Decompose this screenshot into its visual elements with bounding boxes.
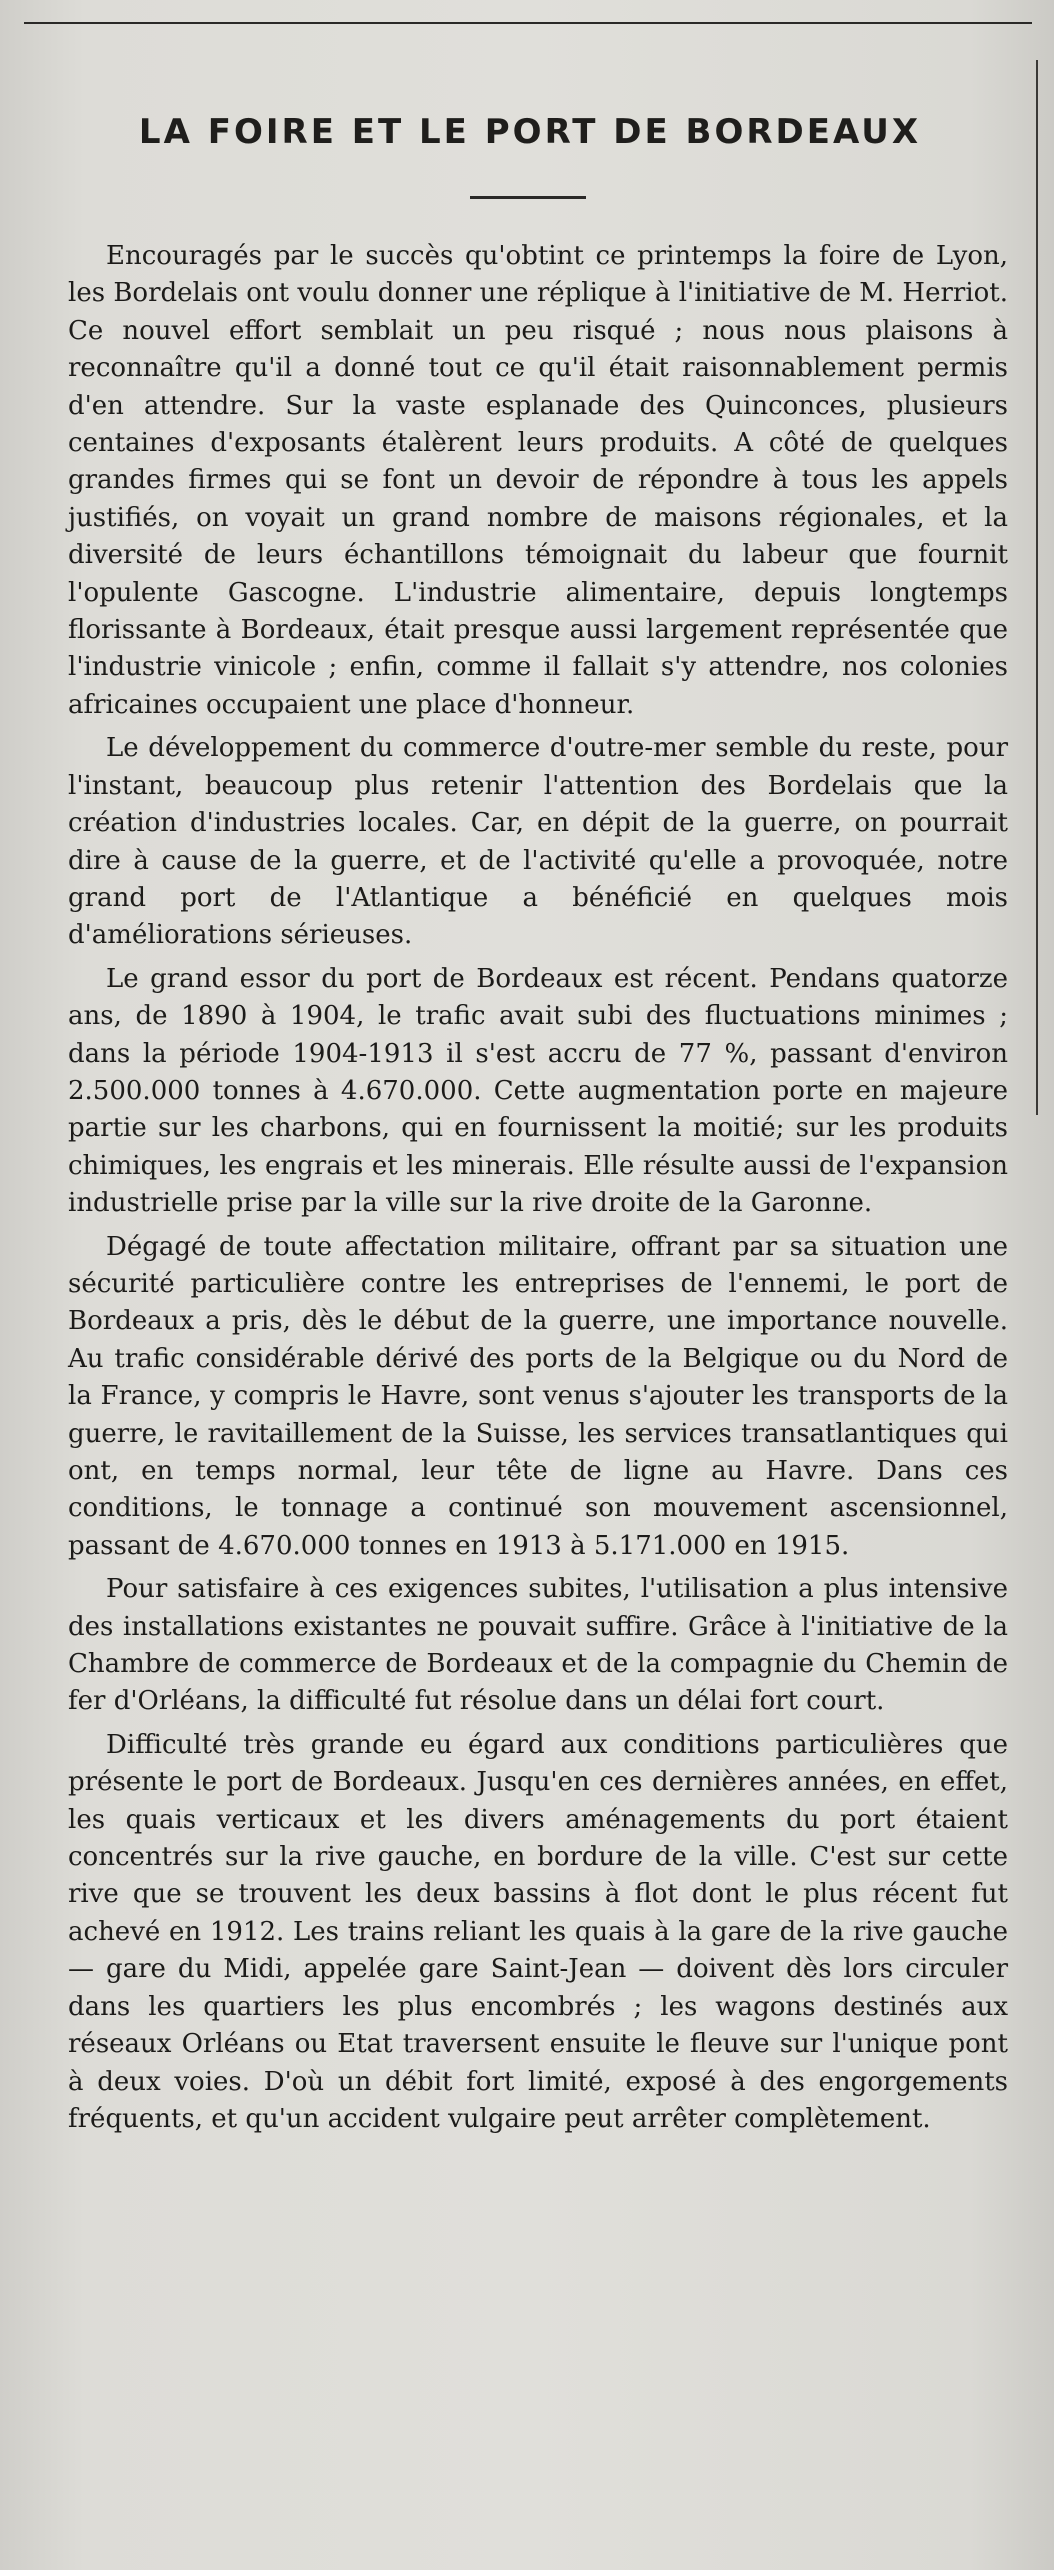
paragraph-4: Dégagé de toute affectation militaire, offrant par sa situation une sécurité particulière contre les entreprises de l'ennemi, le port de Bordeaux a pris, dès le début de la guerre, une importance nouvelle. Au trafic considérable dérivé des ports de la Belgique ou du Nord de la France, y compris le Havre, sont venus s'ajouter les transports de la guerre, le ravitaillement de la Suisse, les services transatlantiques qui ont, en temps normal, leur tête de ligne au Havre. Dans ces conditions, le tonnage a continué son mouvement ascensionnel, passant de 4.670.000 tonnes en 1913 à 5.171.000 en 1915. bbox=[68, 1231, 1008, 1561]
column-rule bbox=[1036, 60, 1038, 1115]
paragraph-2: Le développement du commerce d'outre-mer semble du reste, pour l'instant, beaucoup plus retenir l'attention des Bordelais que la création d'industries locales. Car, en dépit de la guerre, on pourrait dire à cause de la guerre, et de l'activité qu'elle a provoquée, notre grand port de l'Atlantique a bénéficié en quelques mois d'améliorations sérieuses. bbox=[68, 733, 1008, 951]
paragraph-6: Difficulté très grande eu égard aux conditions particulières que présente le port de Bordeaux. Jusqu'en ces dernières années, en effet, les quais verticaux et les divers aménagements du port étaient concentrés sur la rive gauche, en bordure de la ville. C'est sur cette rive que se trouvent les deux bassins à flot dont le plus récent fut achevé en 1912. Les trains reliant les quais à la gare de la rive gauche — gare du Midi, appelée gare Saint-Jean — doivent dès lors circuler dans les quartiers les plus encombrés ; les wagons destinés aux réseaux Orléans ou Etat traversent ensuite le fleuve sur l'unique pont à deux voies. D'où un débit fort limité, exposé à des engorgements fréquents, et qu'un accident vulgaire peut arrêter complètement. bbox=[68, 1729, 1008, 2134]
article-title: LA FOIRE ET LE PORT DE BORDEAUX bbox=[138, 112, 922, 152]
paragraph-1: Encouragés par le succès qu'obtint ce printemps la foire de Lyon, les Bordelais ont voulu donner une réplique à l'initiative de M. Herriot. Ce nouvel effort semblait un peu risqué ; nous nous plaisons à reconnaître qu'il a donné tout ce qu'il était raisonnablement permis d'en attendre. Sur la vaste esplanade des Quinconces, plusieurs centaines d'exposants étalèrent leurs produits. A côté de quelques grandes firmes qui se font un devoir de répondre à tous les appels justifiés, on voyait un grand nombre de maisons régionales, et la diversité de leurs échantillons témoignait du labeur que fournit l'opulente Gascogne. L'industrie alimentaire, depuis longtemps florissante à Bordeaux, était presque aussi largement représentée que l'industrie vinicole ; enfin, comme il fallait s'y attendre, nos colonies africaines occupaient une place d'honneur. bbox=[68, 241, 1008, 720]
article-body bbox=[68, 238, 1008, 2138]
title-underline bbox=[470, 196, 586, 199]
paragraph-5: Pour satisfaire à ces exigences subites, l'utilisation a plus intensive des installations existantes ne pouvait suffire. Grâce à l'initiative de la Chambre de commerce de Bordeaux et de la compagnie du Chemin de fer d'Orléans, la difficulté fut résolue dans un délai fort court. bbox=[68, 1574, 1008, 1717]
paragraph-3: Le grand essor du port de Bordeaux est récent. Pendans quatorze ans, de 1890 à 1904, le trafic avait subi des fluctuations minimes ; dans la période 1904-1913 il s'est accru de 77 %, passant d'environ 2.500.000 tonnes à 4.670.000. Cette augmentation porte en majeure partie sur les charbons, qui en fournissent la moitié; sur les produits chimiques, les engrais et les minerais. Elle résulte aussi de l'expansion industrielle prise par la ville sur la rive droite de la Garonne. bbox=[68, 963, 1008, 1219]
top-rule bbox=[24, 22, 1032, 24]
